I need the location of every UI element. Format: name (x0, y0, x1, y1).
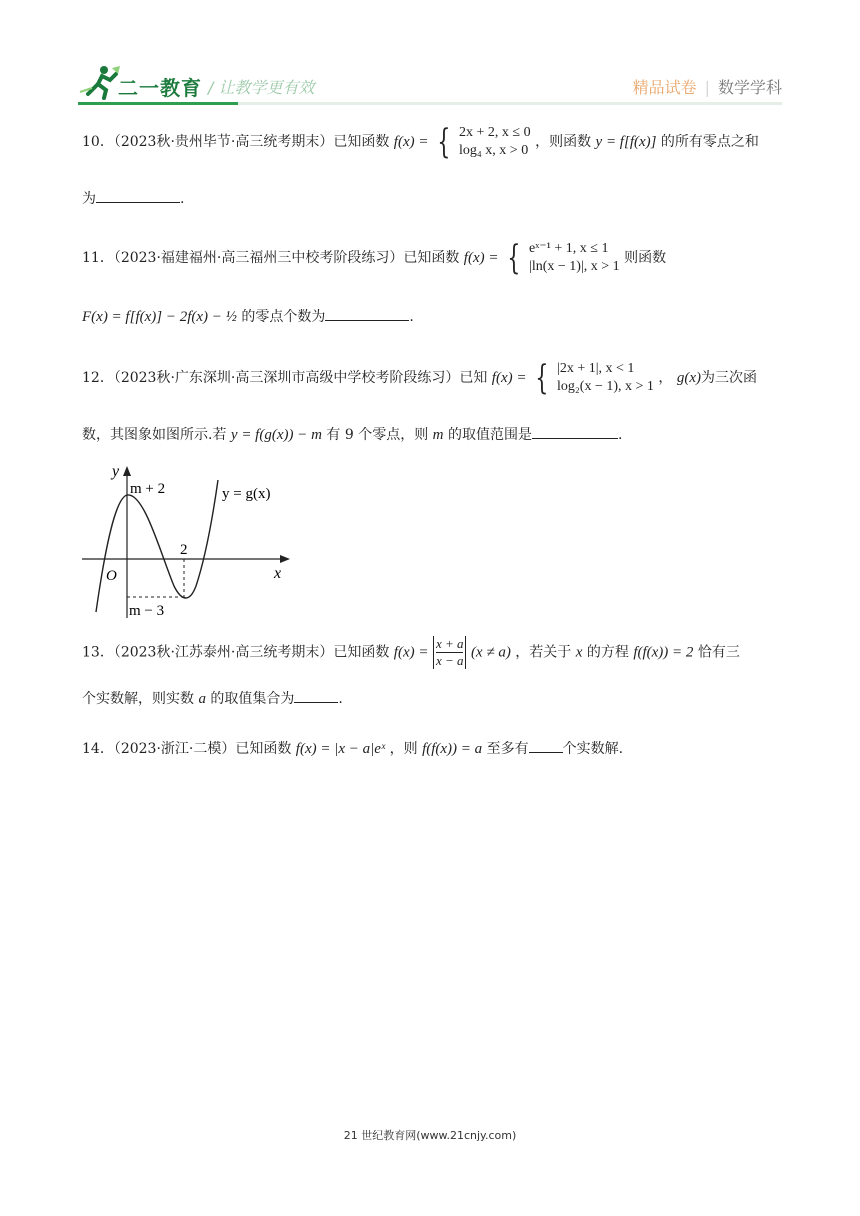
q10-mid: ，则函数 (535, 134, 592, 150)
tag-separator: | (704, 78, 710, 97)
question-14 (82, 738, 623, 759)
origin-label: O (106, 568, 117, 584)
q13-mid2: 的方程 (586, 644, 629, 661)
q13-suffix: 恰有三 (697, 644, 740, 661)
q13-equation: f(f(x)) = 2 (633, 644, 694, 661)
q14-mid: ，则 (389, 741, 418, 757)
q13-line2-b: 的取值集合为 (210, 691, 295, 707)
q12-suffix: ， (658, 370, 673, 386)
y-axis-label: y (112, 463, 120, 480)
q10-case2: log₄ x, x > 0 (459, 143, 529, 158)
x-tick-label: 2 (180, 542, 188, 558)
q12-gx: g(x) (676, 370, 701, 386)
q11-case2: |ln(x − 1)|, x > 1 (529, 259, 620, 274)
q14-suffix: 个实数解. (562, 741, 624, 757)
q12-case2: log₂(x − 1), x > 1 (557, 379, 654, 394)
question-12-line2: 数，其图象如图所示.若 y = f(g(x)) − m 有 9 个零点，则 m 的取值范围是 . (82, 424, 622, 445)
q11-prefix: 11．（2023·福建福州·高三福州三中校考阶段练习）已知函数 (82, 250, 460, 266)
q12-suffix2: 为三次函 (700, 370, 757, 386)
header-tags (633, 75, 782, 98)
q11-function-F: F(x) = f[f(x)] − 2f(x) − ½ (82, 309, 237, 325)
page-footer: 21 世纪教育网(www.21cnjy.com) (343, 1129, 517, 1142)
brace-icon: { (507, 238, 521, 278)
q14-equation: f(f(x)) = a (422, 741, 483, 757)
max-value-label: m + 2 (130, 481, 166, 497)
question-11 (82, 240, 666, 276)
q14-mid2: 至多有 (486, 741, 529, 757)
tag-subject: 数学学科 (717, 78, 782, 97)
q11-line2-suffix: 的零点个数为 (241, 309, 326, 325)
q12-line2-a: 数，其图象如图所示.若 (82, 427, 227, 443)
q12-m: m (432, 427, 444, 443)
q11-suffix: 则函数 (624, 250, 667, 266)
brace-icon: { (535, 358, 549, 398)
q13-fx: f(x) = (393, 644, 429, 661)
q11-fx: f(x) = (463, 250, 499, 266)
cubic-curve (96, 480, 218, 612)
question-11-line2: F(x) = f[f(x)] − 2f(x) − ½ 的零点个数为 . (82, 306, 414, 327)
x-axis-arrow-icon (280, 555, 290, 563)
question-12 (82, 360, 757, 396)
q12-cases (557, 360, 654, 396)
q12-fx: f(x) = (491, 370, 527, 386)
brace-icon: { (437, 122, 451, 162)
q12-prefix: 12．（2023秋·广东深圳·高三深圳市高级中学校考阶段练习）已知 (82, 370, 488, 386)
q13-a: a (198, 691, 206, 707)
q13-abs-fraction (433, 636, 467, 669)
answer-blank[interactable] (325, 306, 409, 321)
q10-case1: 2x + 2, x ≤ 0 (459, 125, 531, 140)
answer-blank[interactable] (96, 188, 180, 203)
q10-composite: y = f[f(x)] (595, 134, 657, 150)
cubic-function-graph (78, 462, 292, 620)
q10-cases (459, 124, 531, 160)
q13-numerator: x + a (435, 636, 464, 651)
q12-line2-b: 有 9 个零点，则 (326, 427, 429, 443)
answer-blank[interactable] (294, 688, 338, 703)
q10-suffix: 的所有零点之和 (660, 134, 759, 150)
q13-x: x (575, 644, 583, 661)
q10-fx: f(x) = (393, 134, 429, 150)
q10-line2: 为 (82, 191, 96, 207)
page-header (78, 64, 782, 108)
question-13 (82, 636, 740, 669)
q14-prefix: 14．（2023·浙江·二模）已知函数 (82, 741, 292, 757)
question-10 (82, 124, 759, 160)
tag-premium: 精品试卷 (632, 78, 697, 97)
runner-logo-icon (78, 64, 122, 100)
header-divider (78, 102, 782, 105)
answer-blank[interactable] (529, 738, 563, 753)
q11-case1: eˣ⁻¹ + 1, x ≤ 1 (529, 241, 609, 256)
curve-label: y = g(x) (222, 486, 271, 502)
q12-case1: |2x + 1|, x < 1 (557, 361, 635, 376)
question-13-line2: 个实数解，则实数 a 的取值集合为 . (82, 688, 343, 709)
q13-denominator: x − a (435, 653, 464, 668)
x-axis-label: x (274, 565, 282, 582)
brand-name: 二一教育 (118, 76, 202, 100)
min-value-label: m − 3 (129, 603, 165, 619)
q13-mid: ，若关于 (515, 644, 572, 661)
q10-prefix: 10．（2023秋·贵州毕节·高三统考期末）已知函数 (82, 134, 390, 150)
q13-prefix: 13．（2023秋·江苏泰州·高三统考期末）已知函数 (82, 644, 390, 661)
q12-line2-c: 的取值范围是 (447, 427, 532, 443)
question-10-line2: 为 . (82, 188, 184, 209)
q13-condition: (x ≠ a) (470, 644, 511, 661)
q12-expr: y = f(g(x)) − m (230, 427, 322, 443)
q13-line2-a: 个实数解，则实数 (82, 691, 194, 707)
q11-cases (529, 240, 620, 276)
y-axis-arrow-icon (123, 466, 131, 476)
answer-blank[interactable] (532, 424, 618, 439)
slogan: / 让教学更有效 (208, 78, 315, 97)
q14-fx: f(x) = |x − a|eˣ (295, 741, 386, 757)
